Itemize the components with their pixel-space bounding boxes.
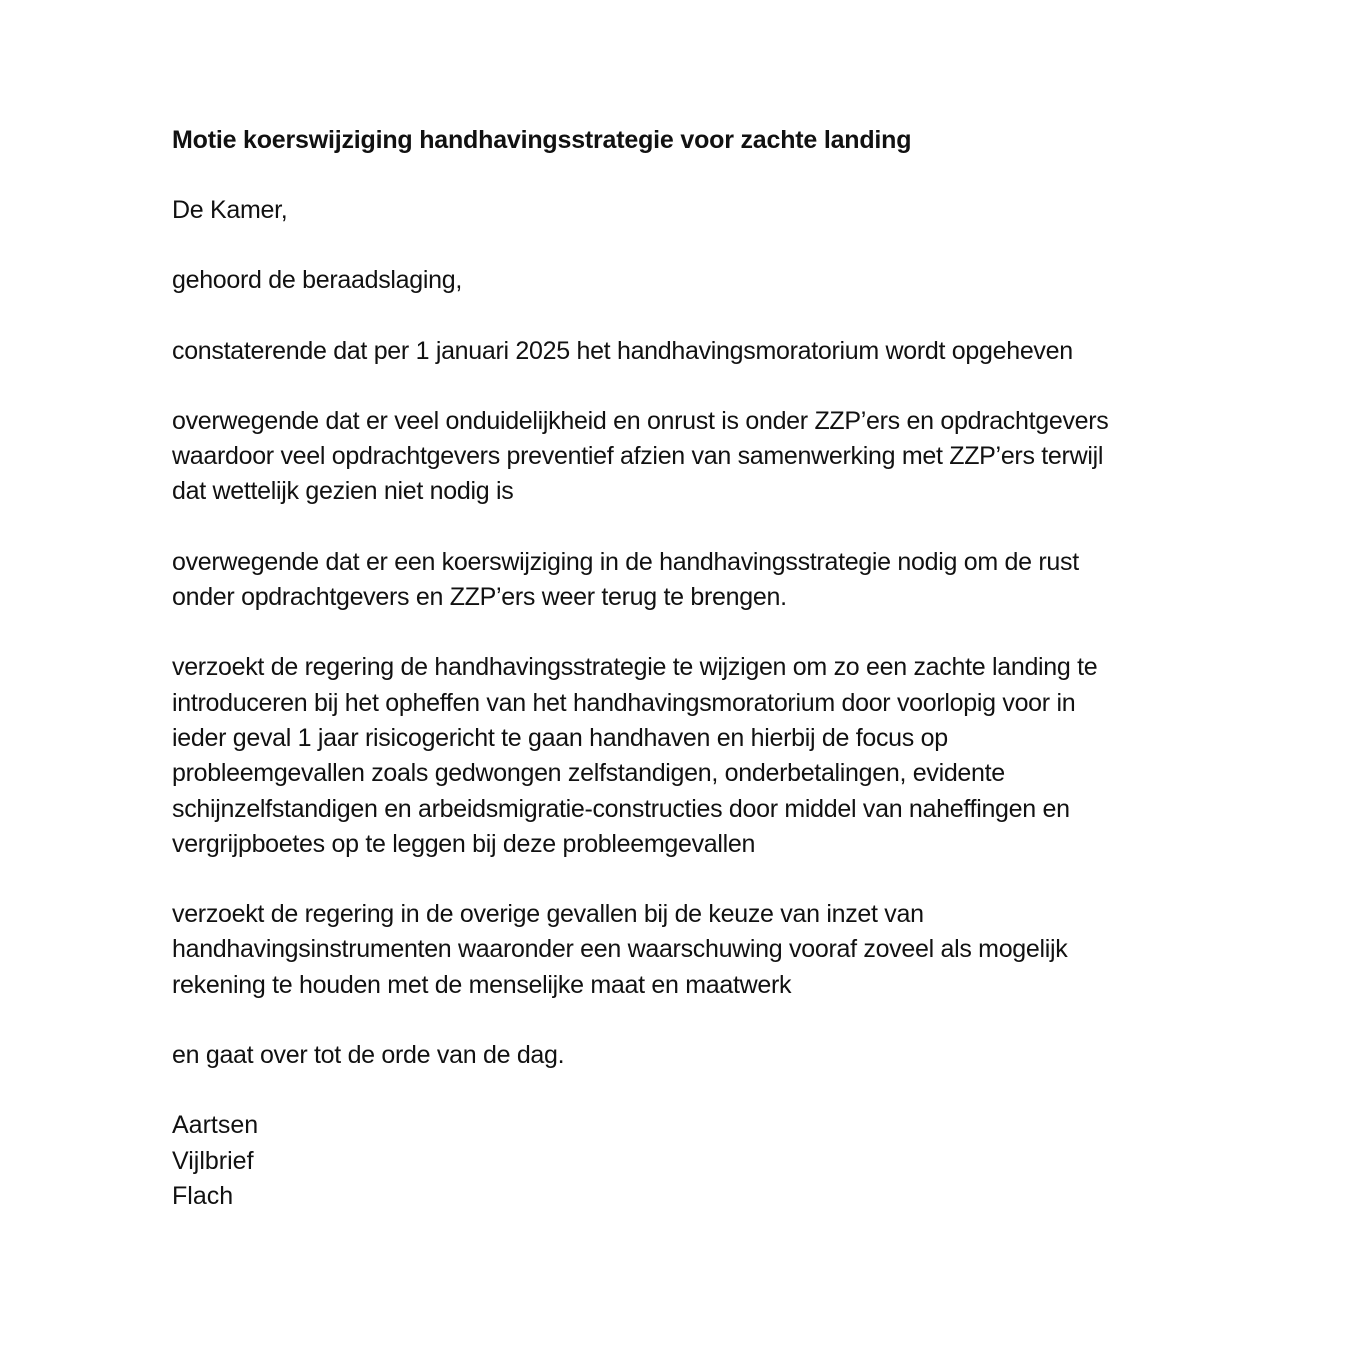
text-line: schijnzelfstandigen en arbeidsmigratie-constructies door middel van naheffingen en	[172, 794, 1070, 823]
heard-paragraph	[172, 263, 1272, 298]
text-line: overwegende dat er een koerswijziging in de handhavingsstrategie nodig om de rust	[172, 547, 1079, 576]
text-line: rekening te houden met de menselijke maat en maatwerk	[172, 970, 792, 999]
text-line: verzoekt de regering de handhavingsstrategie te wijzigen om zo een zachte landing te	[172, 653, 1098, 682]
request-paragraph-2	[172, 897, 1272, 1003]
signatory-name: Flach	[172, 1181, 234, 1210]
text-line: introduceren bij het opheffen van het handhavingsmoratorium door voorlopig voor in	[172, 688, 1076, 717]
request-paragraph-1	[172, 650, 1272, 862]
motion-document	[172, 122, 1272, 1214]
considering-paragraph-2	[172, 545, 1272, 616]
signatories	[172, 1108, 1272, 1214]
text-line: waardoor veel opdrachtgevers preventief afzien van samenwerking met ZZP’ers terwijl	[172, 442, 1104, 471]
text-line: ieder geval 1 jaar risicogericht te gaan handhaven en hierbij de focus op	[172, 723, 948, 752]
text-line: probleemgevallen zoals gedwongen zelfstandigen, onderbetalingen, evidente	[172, 759, 1005, 788]
text-line: handhavingsinstrumenten waaronder een waarschuwing vooraf zoveel als mogelijk	[172, 935, 1068, 964]
text-line: vergrijpboetes op te leggen bij deze probleemgevallen	[172, 829, 756, 858]
text-line: onder opdrachtgevers en ZZP’ers weer terug te brengen.	[172, 583, 787, 612]
text-line: verzoekt de regering in de overige gevallen bij de keuze van inzet van	[172, 900, 924, 929]
signatory-name: Vijlbrief	[172, 1146, 254, 1175]
signatory-name: Aartsen	[172, 1111, 259, 1140]
noting-paragraph	[172, 334, 1272, 369]
text-line: constaterende dat per 1 januari 2025 het handhavingsmoratorium wordt opgeheven	[172, 336, 1073, 365]
address-paragraph	[172, 193, 1272, 228]
motion-title: Motie koerswijziging handhavingsstrategie voor zachte landing	[172, 126, 912, 154]
considering-paragraph-1	[172, 404, 1272, 510]
text-line: gehoord de beraadslaging,	[172, 266, 462, 295]
text-line: dat wettelijk gezien niet nodig is	[172, 477, 514, 506]
text-line: De Kamer,	[172, 196, 288, 224]
text-line: overwegende dat er veel onduidelijkheid en onrust is onder ZZP’ers en opdrachtgevers	[172, 406, 1109, 435]
closing-paragraph	[172, 1038, 1272, 1073]
text-line: en gaat over tot de orde van de dag.	[172, 1041, 565, 1070]
